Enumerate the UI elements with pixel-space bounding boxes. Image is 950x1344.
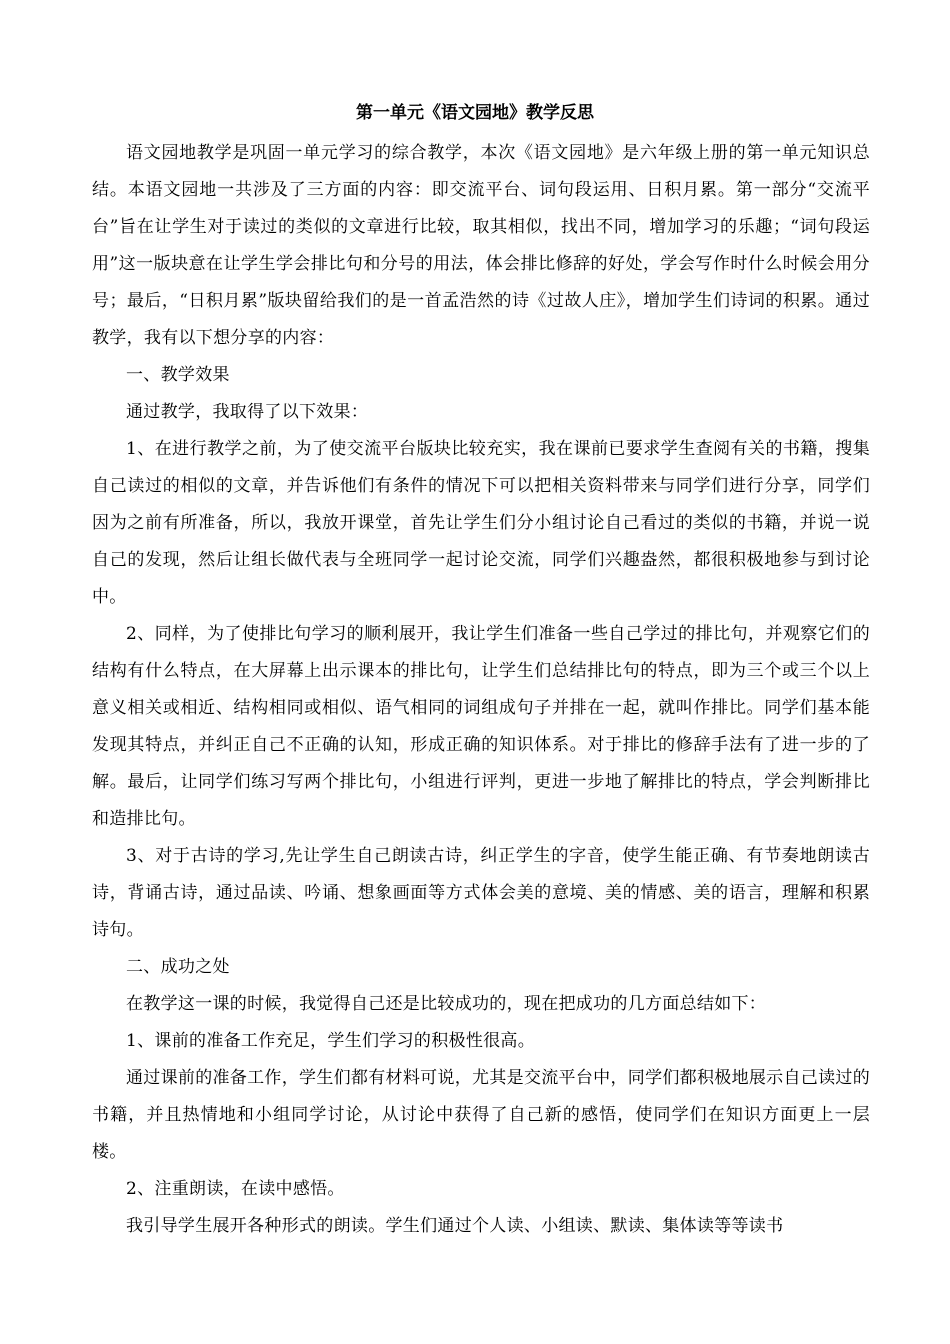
- heading-teaching-effect: 一、教学效果: [126, 365, 230, 385]
- heading-success: 二、成功之处: [126, 957, 230, 977]
- paragraph: 我引导学生展开各种形式的朗读。学生们通过个人读、小组读、默读、集体读等等读书: [126, 1216, 784, 1236]
- paragraph: 在教学这一课的时候，我觉得自己还是比较成功的，现在把成功的几方面总结如下：: [126, 994, 767, 1014]
- paragraph: 1、课前的准备工作充足，学生们学习的积极性很高。: [126, 1031, 536, 1051]
- paragraph-intro: 语文园地教学是巩固一单元学习的综合教学，本次《语文园地》是六年级上册的第一单元知识总结。本语文园地一共涉及了三方面的内容：即交流平台、词句段运用、日积月累。第一部分“交流平台”旨在让学生对于读过的类似的文章进行比较，取其相似，找出不同，增加学习的乐趣；“词句段运用”这一版块意在让学生学会排比句和分号的用法，体会排比修辞的好处，学会写作时什么时候会用分号；最后，“日积月累”版块留给我们的是一首孟浩然的诗《过故人庄》，增加学生们诗词的积累。通过教学，我有以下想分享的内容：: [92, 143, 870, 348]
- paragraph: 1、在进行教学之前，为了使交流平台版块比较充实，我在课前已要求学生查阅有关的书籍，搜集自己读过的相似的文章，并告诉他们有条件的情况下可以把相关资料带来与同学们进行分享，同学们因为之前有所准备，所以，我放开课堂，首先让学生们分小组讨论自己看过的类似的书籍，并说一说自己的发现，然后让组长做代表与全班同学一起讨论交流，同学们兴趣盎然，都很积极地参与到讨论中。: [92, 439, 870, 607]
- paragraph: 通过教学，我取得了以下效果：: [126, 402, 369, 422]
- document-title: 第一单元《语文园地》教学反思: [356, 103, 594, 123]
- paragraph: 2、同样，为了使排比句学习的顺利展开，我让学生们准备一些自己学过的排比句，并观察它们的结构有什么特点，在大屏幕上出示课本的排比句，让学生们总结排比句的特点，即为三个或三个以上意义相关或相近、结构相同或相似、语气相同的词组成句子并排在一起，就叫作排比。同学们基本能发现其特点，并纠正自己不正确的认知，形成正确的知识体系。对于排比的修辞手法有了进一步的了解。最后，让同学们练习写两个排比句，小组进行评判，更进一步地了解排比的特点，学会判断排比和造排比句。: [92, 624, 870, 829]
- paragraph: 3、对于古诗的学习,先让学生自己朗读古诗，纠正学生的字音，使学生能正确、有节奏地朗读古诗，背诵古诗，通过品读、吟诵、想象画面等方式体会美的意境、美的情感、美的语言，理解和积累诗句。: [92, 846, 870, 940]
- document-body: [92, 135, 870, 1245]
- paragraph: 通过课前的准备工作，学生们都有材料可说，尤其是交流平台中，同学们都积极地展示自己读过的书籍，并且热情地和小组同学讨论，从讨论中获得了自己新的感悟，使同学们在知识方面更上一层楼。: [92, 1068, 870, 1162]
- paragraph: 2、注重朗读，在读中感悟。: [126, 1179, 345, 1199]
